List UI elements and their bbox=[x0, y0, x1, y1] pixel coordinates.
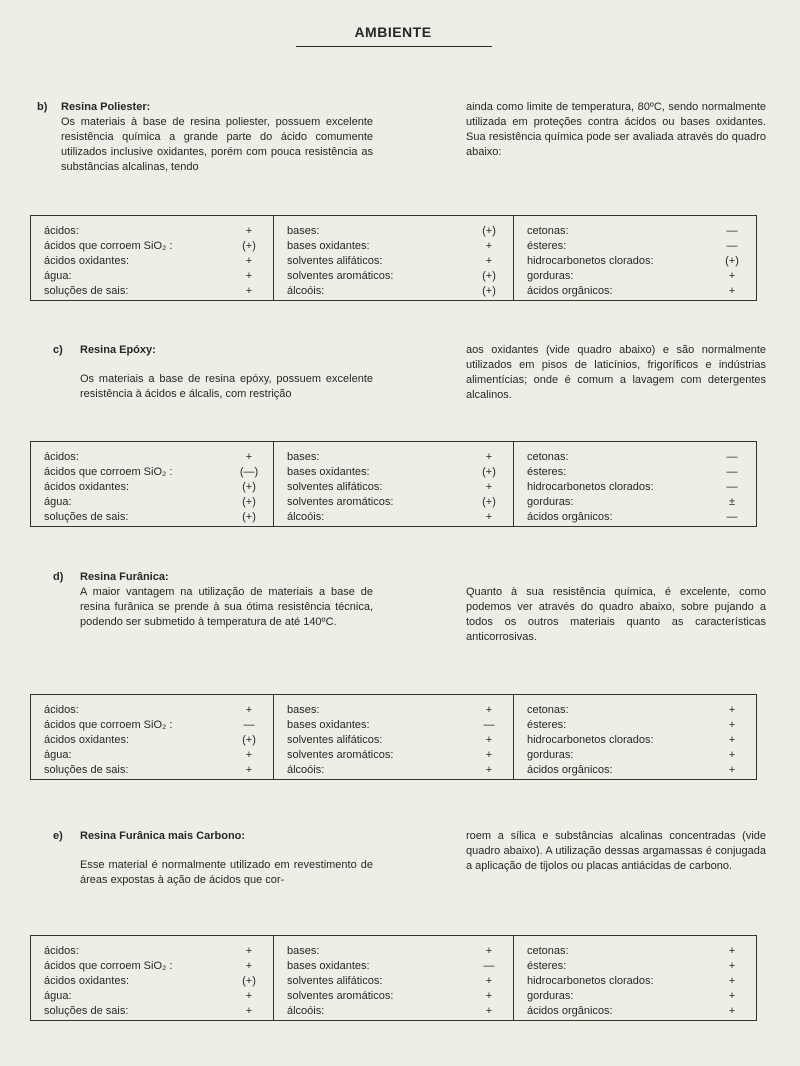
table-column bbox=[274, 695, 514, 779]
row-label: ácidos: bbox=[44, 945, 79, 957]
table-row bbox=[44, 480, 263, 495]
table-row bbox=[287, 254, 503, 269]
table-row bbox=[287, 269, 503, 284]
row-label: soluções de sais: bbox=[44, 764, 129, 776]
row-label: água: bbox=[44, 990, 72, 1002]
row-label: ácidos orgânicos: bbox=[527, 511, 613, 523]
row-label: ácidos oxidantes: bbox=[44, 734, 129, 746]
row-label: ácidos que corroem SiO₂ : bbox=[44, 960, 173, 972]
row-value: + bbox=[245, 1005, 253, 1017]
table-row bbox=[44, 450, 263, 465]
row-label: solventes aromáticos: bbox=[287, 270, 394, 282]
row-label: cetonas: bbox=[527, 704, 569, 716]
row-label: hidrocarbonetos clorados: bbox=[527, 481, 654, 493]
row-label: água: bbox=[44, 496, 72, 508]
table-row bbox=[527, 763, 746, 778]
table-row bbox=[527, 239, 746, 254]
section-title: Resina Furânica mais Carbono: bbox=[80, 830, 246, 842]
table-row bbox=[527, 1004, 746, 1019]
table-row bbox=[527, 974, 746, 989]
table-row bbox=[287, 224, 503, 239]
table-row bbox=[287, 495, 503, 510]
table-row bbox=[44, 269, 263, 284]
section-letter: b) bbox=[37, 101, 48, 113]
row-label: gorduras: bbox=[527, 990, 574, 1002]
row-value: + bbox=[485, 511, 493, 523]
table-row bbox=[527, 989, 746, 1004]
table-row bbox=[287, 450, 503, 465]
table-row bbox=[44, 718, 263, 733]
table-row bbox=[287, 989, 503, 1004]
row-value: + bbox=[485, 451, 493, 463]
section-right-text: roem a sílica e substâncias alcalinas concentradas (vide quadro abaixo). A utilização dessas argamassas é conjugada a aplicação de tijolos ou placas antiácidas de carbono. bbox=[466, 830, 766, 872]
row-label: ácidos: bbox=[44, 704, 79, 716]
row-label: solventes alifáticos: bbox=[287, 734, 383, 746]
row-value: + bbox=[485, 764, 493, 776]
row-label: gorduras: bbox=[527, 749, 574, 761]
table-row bbox=[527, 703, 746, 718]
row-value: (+) bbox=[242, 496, 256, 508]
section-heading bbox=[37, 570, 373, 585]
row-value: + bbox=[728, 960, 736, 972]
row-value: + bbox=[728, 704, 736, 716]
row-label: bases oxidantes: bbox=[287, 960, 370, 972]
row-label: álcoóis: bbox=[287, 285, 325, 297]
table-column bbox=[514, 442, 756, 526]
row-value: + bbox=[245, 285, 253, 297]
row-value: + bbox=[485, 945, 493, 957]
row-value: + bbox=[485, 704, 493, 716]
row-value: + bbox=[728, 945, 736, 957]
row-label: bases oxidantes: bbox=[287, 240, 370, 252]
table-row bbox=[287, 974, 503, 989]
row-label: ácidos que corroem SiO₂ : bbox=[44, 719, 173, 731]
row-value: — bbox=[726, 451, 738, 463]
row-label: hidrocarbonetos clorados: bbox=[527, 734, 654, 746]
row-label: ácidos: bbox=[44, 451, 79, 463]
table-row bbox=[287, 239, 503, 254]
row-label: ácidos oxidantes: bbox=[44, 975, 129, 987]
table-column bbox=[274, 216, 514, 300]
table-row bbox=[527, 224, 746, 239]
table-row bbox=[287, 748, 503, 763]
section-left-text: A maior vantagem na utilização de materiais a base de resina furânica se prende à sua ótima resistência técnica, podendo ser submetido à temperatura de até 140ºC. bbox=[80, 586, 373, 628]
row-value: + bbox=[245, 270, 253, 282]
row-label: ácidos orgânicos: bbox=[527, 1005, 613, 1017]
table-column bbox=[514, 695, 756, 779]
row-value: — bbox=[726, 511, 738, 523]
table-row bbox=[287, 703, 503, 718]
row-value: + bbox=[728, 270, 736, 282]
row-label: solventes aromáticos: bbox=[287, 749, 394, 761]
row-value: + bbox=[485, 240, 493, 252]
row-label: ésteres: bbox=[527, 240, 567, 252]
section-right-text: Quanto à sua resistência química, é excelente, como podemos ver através do quadro abaixo, sobre pujando a todos os outros materiais quanto as características anticorrosivas. bbox=[466, 586, 766, 643]
row-label: hidrocarbonetos clorados: bbox=[527, 975, 654, 987]
row-value: + bbox=[245, 960, 253, 972]
table-column bbox=[274, 936, 514, 1020]
table-row bbox=[44, 733, 263, 748]
row-label: ácidos oxidantes: bbox=[44, 481, 129, 493]
section-letter: d) bbox=[53, 571, 64, 583]
row-label: álcoóis: bbox=[287, 764, 325, 776]
row-label: ésteres: bbox=[527, 719, 567, 731]
table-column bbox=[31, 936, 274, 1020]
row-label: bases: bbox=[287, 704, 320, 716]
row-label: bases: bbox=[287, 225, 320, 237]
row-value: + bbox=[245, 945, 253, 957]
row-value: — bbox=[726, 225, 738, 237]
row-value: + bbox=[245, 225, 253, 237]
table-row bbox=[287, 763, 503, 778]
row-label: cetonas: bbox=[527, 945, 569, 957]
page-title: AMBIENTE bbox=[354, 24, 432, 40]
row-value: — bbox=[483, 719, 495, 731]
table-row bbox=[44, 254, 263, 269]
table-column bbox=[514, 936, 756, 1020]
table-row bbox=[527, 944, 746, 959]
row-value: (+) bbox=[482, 466, 496, 478]
table-row bbox=[287, 510, 503, 525]
row-value: (+) bbox=[482, 225, 496, 237]
table-row bbox=[44, 944, 263, 959]
section-left-text: Os materiais a base de resina epóxy, possuem excelente resistência à ácidos e álcalis, com restrição bbox=[80, 373, 373, 400]
table-row bbox=[44, 974, 263, 989]
section-right-text: ainda como limite de temperatura, 80ºC, sendo normalmente utilizada em proteções contra ácidos ou bases oxidantes. Sua resistência química pode ser avaliada através do quadro abaixo: bbox=[466, 101, 766, 158]
row-label: cetonas: bbox=[527, 451, 569, 463]
row-value: + bbox=[728, 990, 736, 1002]
row-value: + bbox=[728, 719, 736, 731]
row-value: (+) bbox=[242, 481, 256, 493]
table-row bbox=[44, 239, 263, 254]
table-row bbox=[527, 510, 746, 525]
row-label: bases: bbox=[287, 945, 320, 957]
section-heading bbox=[37, 100, 373, 115]
row-label: ácidos: bbox=[44, 225, 79, 237]
section-left-text: Esse material é normalmente utilizado em revestimento de áreas expostas à ação de ácidos que cor- bbox=[80, 859, 373, 886]
row-value: (+) bbox=[242, 240, 256, 252]
table-row bbox=[527, 480, 746, 495]
table-column bbox=[31, 442, 274, 526]
row-label: solventes alifáticos: bbox=[287, 975, 383, 987]
row-value: + bbox=[728, 285, 736, 297]
row-label: cetonas: bbox=[527, 225, 569, 237]
table-column bbox=[274, 442, 514, 526]
row-value: + bbox=[728, 734, 736, 746]
resistance-table bbox=[30, 694, 757, 780]
row-label: bases oxidantes: bbox=[287, 466, 370, 478]
section-heading bbox=[37, 343, 373, 358]
row-value: + bbox=[728, 975, 736, 987]
row-value: (+) bbox=[242, 511, 256, 523]
row-value: (+) bbox=[482, 285, 496, 297]
row-value: + bbox=[245, 764, 253, 776]
table-row bbox=[527, 959, 746, 974]
table-row bbox=[44, 1004, 263, 1019]
resistance-table bbox=[30, 935, 757, 1021]
table-row bbox=[527, 465, 746, 480]
table-row bbox=[44, 959, 263, 974]
row-label: solventes alifáticos: bbox=[287, 481, 383, 493]
row-value: + bbox=[485, 975, 493, 987]
row-label: ácidos orgânicos: bbox=[527, 764, 613, 776]
row-value: (+) bbox=[482, 270, 496, 282]
row-value: — bbox=[726, 466, 738, 478]
table-row bbox=[527, 450, 746, 465]
table-row bbox=[44, 748, 263, 763]
section-title: Resina Furânica: bbox=[80, 571, 169, 583]
table-row bbox=[527, 748, 746, 763]
row-value: + bbox=[485, 1005, 493, 1017]
row-label: bases: bbox=[287, 451, 320, 463]
table-row bbox=[44, 763, 263, 778]
row-value: + bbox=[245, 704, 253, 716]
row-value: + bbox=[245, 451, 253, 463]
resistance-table bbox=[30, 441, 757, 527]
row-value: — bbox=[726, 481, 738, 493]
row-value: — bbox=[726, 240, 738, 252]
row-label: bases oxidantes: bbox=[287, 719, 370, 731]
section-letter: e) bbox=[53, 830, 63, 842]
row-value: + bbox=[728, 1005, 736, 1017]
row-value: (—) bbox=[239, 466, 259, 478]
row-label: solventes alifáticos: bbox=[287, 255, 383, 267]
table-row bbox=[44, 989, 263, 1004]
row-label: ésteres: bbox=[527, 960, 567, 972]
row-value: + bbox=[485, 990, 493, 1002]
row-label: álcoóis: bbox=[287, 1005, 325, 1017]
row-value: + bbox=[245, 990, 253, 1002]
table-row bbox=[287, 480, 503, 495]
section-letter: c) bbox=[53, 344, 63, 356]
table-row bbox=[44, 703, 263, 718]
row-label: hidrocarbonetos clorados: bbox=[527, 255, 654, 267]
table-row bbox=[527, 284, 746, 299]
row-label: ácidos que corroem SiO₂ : bbox=[44, 466, 173, 478]
row-value: + bbox=[485, 255, 493, 267]
table-column bbox=[514, 216, 756, 300]
table-row bbox=[287, 959, 503, 974]
table-column bbox=[31, 216, 274, 300]
table-row bbox=[527, 718, 746, 733]
row-label: gorduras: bbox=[527, 270, 574, 282]
row-value: (+) bbox=[242, 975, 256, 987]
row-value: (+) bbox=[725, 255, 739, 267]
row-label: soluções de sais: bbox=[44, 1005, 129, 1017]
row-label: solventes aromáticos: bbox=[287, 496, 394, 508]
row-value: (+) bbox=[242, 734, 256, 746]
row-label: soluções de sais: bbox=[44, 511, 129, 523]
table-column bbox=[31, 695, 274, 779]
row-label: solventes aromáticos: bbox=[287, 990, 394, 1002]
table-row bbox=[287, 1004, 503, 1019]
row-value: + bbox=[485, 734, 493, 746]
section-left-text: Os materiais à base de resina poliester, possuem excelente resistência química a grande parte do ácido comumente utilizados inclusive oxidantes, porém com pouca resistência as substâncias alcalinas, tendo bbox=[61, 116, 373, 173]
table-row bbox=[287, 733, 503, 748]
row-label: ésteres: bbox=[527, 466, 567, 478]
resistance-table bbox=[30, 215, 757, 301]
table-row bbox=[44, 510, 263, 525]
section-right-text: aos oxidantes (vide quadro abaixo) e são normalmente utilizados em pisos de laticínios, frigoríficos e indústrias alimentícias; onde é comum a lavagem com detergentes alcalinos. bbox=[466, 344, 766, 401]
row-value: — bbox=[483, 960, 495, 972]
row-label: soluções de sais: bbox=[44, 285, 129, 297]
table-row bbox=[527, 733, 746, 748]
table-row bbox=[287, 284, 503, 299]
row-label: ácidos que corroem SiO₂ : bbox=[44, 240, 173, 252]
table-row bbox=[44, 224, 263, 239]
row-value: ± bbox=[728, 496, 736, 508]
row-value: + bbox=[245, 749, 253, 761]
section-title: Resina Epóxy: bbox=[80, 344, 156, 356]
row-label: ácidos orgânicos: bbox=[527, 285, 613, 297]
table-row bbox=[287, 465, 503, 480]
table-row bbox=[527, 254, 746, 269]
title-underline bbox=[296, 46, 492, 47]
row-value: + bbox=[245, 255, 253, 267]
table-row bbox=[287, 718, 503, 733]
table-row bbox=[527, 269, 746, 284]
section-title: Resina Poliester: bbox=[61, 101, 151, 113]
row-label: água: bbox=[44, 749, 72, 761]
table-row bbox=[44, 495, 263, 510]
table-row bbox=[287, 944, 503, 959]
row-value: + bbox=[728, 749, 736, 761]
row-label: álcoóis: bbox=[287, 511, 325, 523]
table-row bbox=[527, 495, 746, 510]
row-value: (+) bbox=[482, 496, 496, 508]
row-value: — bbox=[243, 719, 255, 731]
row-label: água: bbox=[44, 270, 72, 282]
section-heading bbox=[37, 829, 373, 844]
table-row bbox=[44, 284, 263, 299]
table-row bbox=[44, 465, 263, 480]
row-value: + bbox=[485, 481, 493, 493]
row-label: ácidos oxidantes: bbox=[44, 255, 129, 267]
row-value: + bbox=[485, 749, 493, 761]
row-label: gorduras: bbox=[527, 496, 574, 508]
row-value: + bbox=[728, 764, 736, 776]
